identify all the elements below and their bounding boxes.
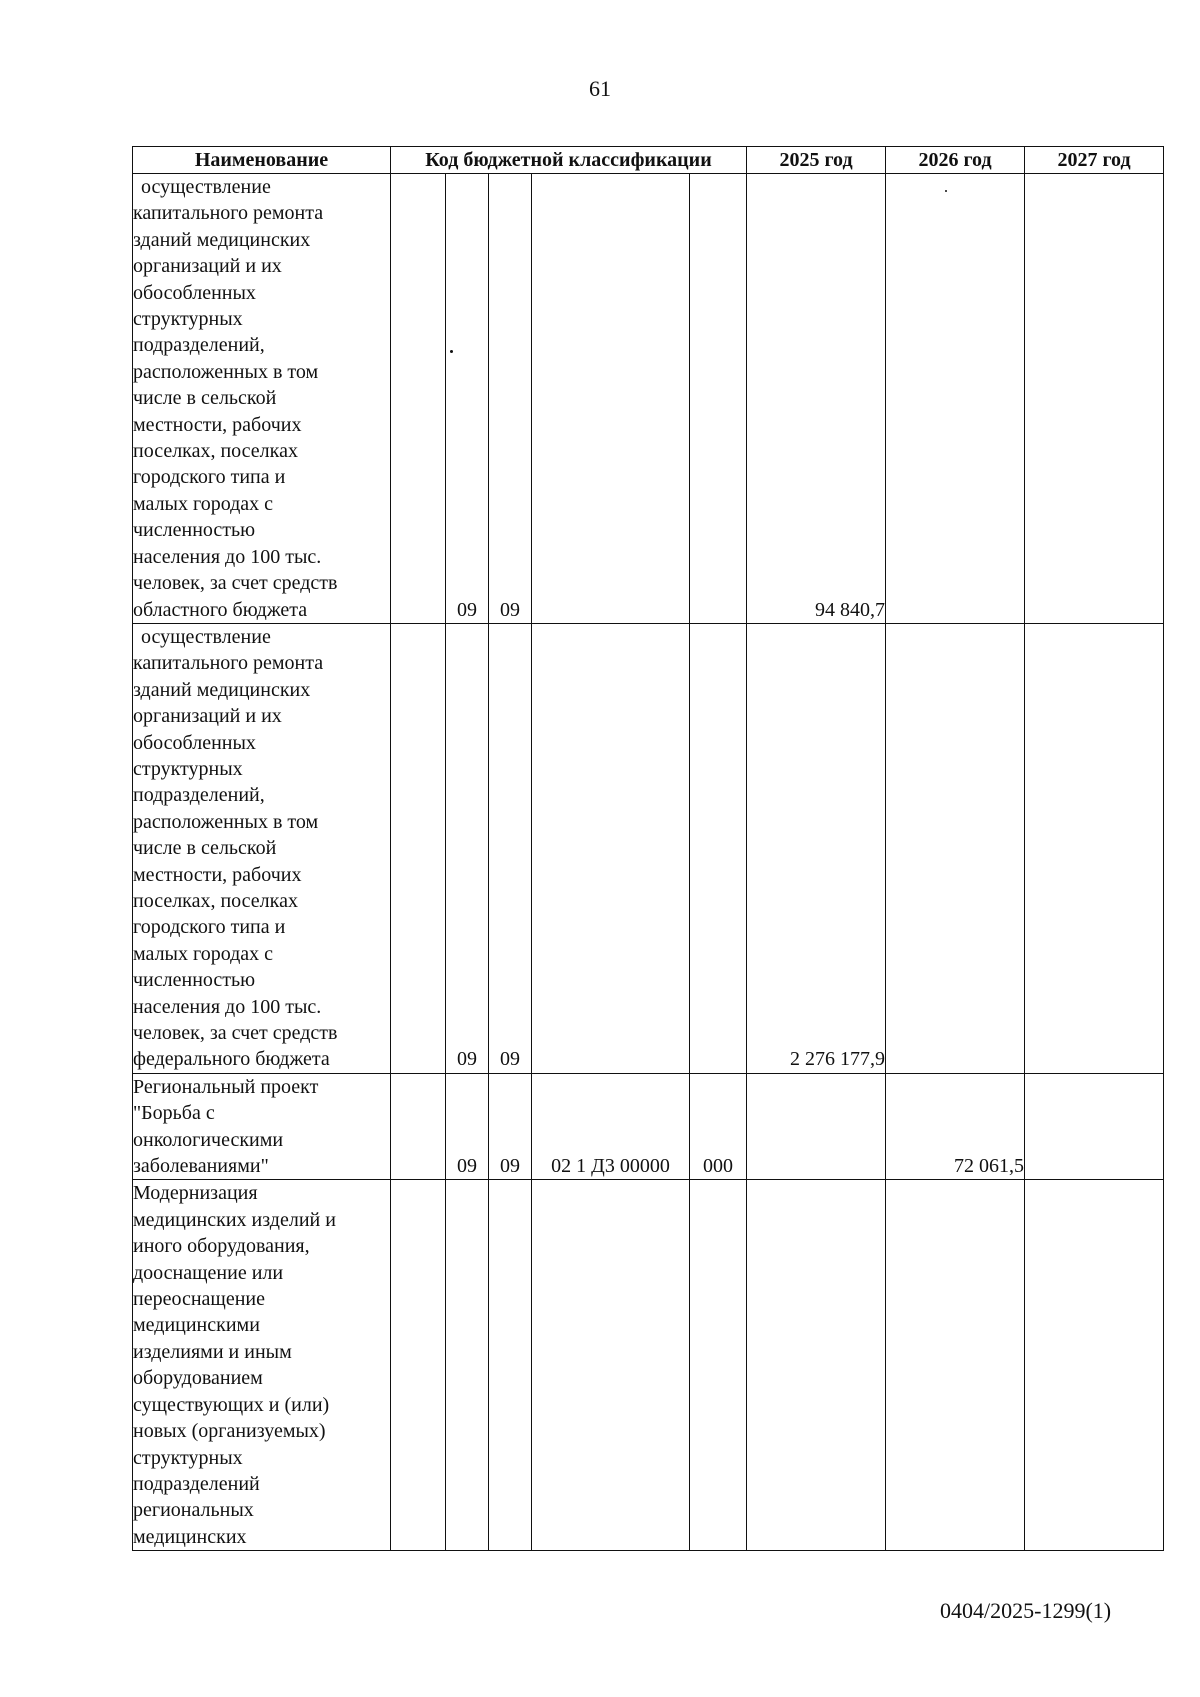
name-line: капитального ремонта [133,202,324,225]
cell-section-code: 09 [446,1073,489,1180]
name-line: "Борьба с [133,1102,215,1125]
name-line: структурных [133,757,243,780]
name-line: зданий медицинских [133,678,311,701]
name-line: заболеваниями" [133,1155,269,1178]
header-2026: 2026 год [886,147,1025,174]
name-line: расположенных в том [133,360,319,383]
name-line: подразделений, [133,334,265,357]
page-number: 61 [589,76,611,101]
name-line: обособленных [133,281,256,304]
cell-amount-2025: 2 276 177,9 [747,623,886,1073]
name-line: человек, за счет средств [133,1022,338,1044]
budget-table [132,146,1164,1551]
scan-speck [450,350,453,353]
name-line: расположенных в том [133,810,319,833]
name-line: Региональный проект [133,1075,319,1098]
cell-ministry-code [391,174,446,624]
name-line: медицинских [133,1525,247,1548]
cell-amount-2026 [886,1180,1025,1551]
name-line: медицинских изделий и [133,1208,336,1231]
cell-subsection-code: 09 [489,623,532,1073]
name-line: региональных [133,1499,254,1522]
cell-name [133,174,391,624]
name-line: иного оборудования, [133,1235,310,1258]
name-line: численностью [133,969,256,992]
name-line: переоснащение [133,1288,265,1311]
name-line: местности, рабочих [133,413,302,436]
cell-section-code: 09 [446,623,489,1073]
cell-amount-2025 [747,1073,886,1180]
name-line: поселках, поселках [133,440,298,463]
name-line: населения до 100 тыс. [133,545,322,568]
table-row [133,1073,1164,1180]
cell-name [133,1073,391,1180]
cell-section-code [446,1180,489,1551]
cell-subsection-code [489,1180,532,1551]
name-line: организаций и их [133,705,282,728]
name-line: городского типа и [133,916,286,939]
cell-ministry-code [391,623,446,1073]
cell-name [133,623,391,1073]
name-line: малых городах с [133,942,274,965]
name-line: городского типа и [133,466,286,489]
table-row [133,1180,1164,1551]
name-line: организаций и их [133,255,282,278]
name-line: структурных [133,308,243,331]
scan-speck [945,190,947,192]
cell-target-code [532,623,690,1073]
cell-expense-kind-code [690,1180,747,1551]
name-line: числе в сельской [133,837,277,860]
cell-amount-2027 [1025,1180,1164,1551]
name-line: осуществление [141,176,271,198]
name-line: капитального ремонта [133,652,324,675]
name-line: оборудованием [133,1367,263,1390]
name-line: численностью [133,519,256,542]
cell-amount-2025 [747,1180,886,1551]
cell-expense-kind-code [690,623,747,1073]
name-line: новых (организуемых) [133,1420,326,1443]
cell-expense-kind-code [690,174,747,624]
cell-ministry-code [391,1073,446,1180]
cell-section-code: 09 [446,174,489,624]
name-line: человек, за счет средств [133,572,338,595]
cell-amount-2025: 94 840,7 [747,174,886,624]
header-2025: 2025 год [747,147,886,174]
cell-target-code: 02 1 Д3 00000 [532,1073,690,1180]
header-name: Наименование [133,147,391,174]
cell-amount-2026 [886,174,1025,624]
name-line: областного бюджета [133,598,308,621]
name-line: структурных [133,1446,243,1469]
name-line: населения до 100 тыс. [133,995,322,1018]
table-row [133,623,1164,1073]
cell-amount-2026: 72 061,5 [886,1073,1025,1180]
name-line: Модернизация [133,1182,258,1205]
table-header-row [133,147,1164,174]
cell-amount-2027 [1025,1073,1164,1180]
name-line: медицинскими [133,1314,260,1337]
name-line: осуществление [141,625,271,648]
name-line: изделиями и иным [133,1340,292,1363]
table-row [133,174,1164,624]
name-line: зданий медицинских [133,228,311,251]
name-line: обособленных [133,731,256,754]
name-line: существующих и (или) [133,1393,330,1416]
name-line: онкологическими [133,1128,284,1151]
name-line: федерального бюджета [133,1048,330,1071]
cell-subsection-code: 09 [489,174,532,624]
document-code: 0404/2025-1299(1) [940,1598,1112,1623]
name-line: числе в сельской [133,387,277,410]
header-budget-code: Код бюджетной классификации [391,147,747,174]
cell-ministry-code [391,1180,446,1551]
name-line: поселках, поселках [133,889,298,912]
name-line: малых городах с [133,492,274,515]
cell-subsection-code: 09 [489,1073,532,1180]
cell-target-code [532,1180,690,1551]
name-line: подразделений, [133,784,265,807]
name-line: подразделений [133,1472,260,1495]
cell-name [133,1180,391,1551]
cell-amount-2027 [1025,623,1164,1073]
cell-expense-kind-code: 000 [690,1073,747,1180]
cell-target-code [532,174,690,624]
header-2027: 2027 год [1025,147,1164,174]
name-line: местности, рабочих [133,863,302,886]
cell-amount-2026 [886,623,1025,1073]
name-line: дооснащение или [133,1261,284,1284]
cell-amount-2027 [1025,174,1164,624]
